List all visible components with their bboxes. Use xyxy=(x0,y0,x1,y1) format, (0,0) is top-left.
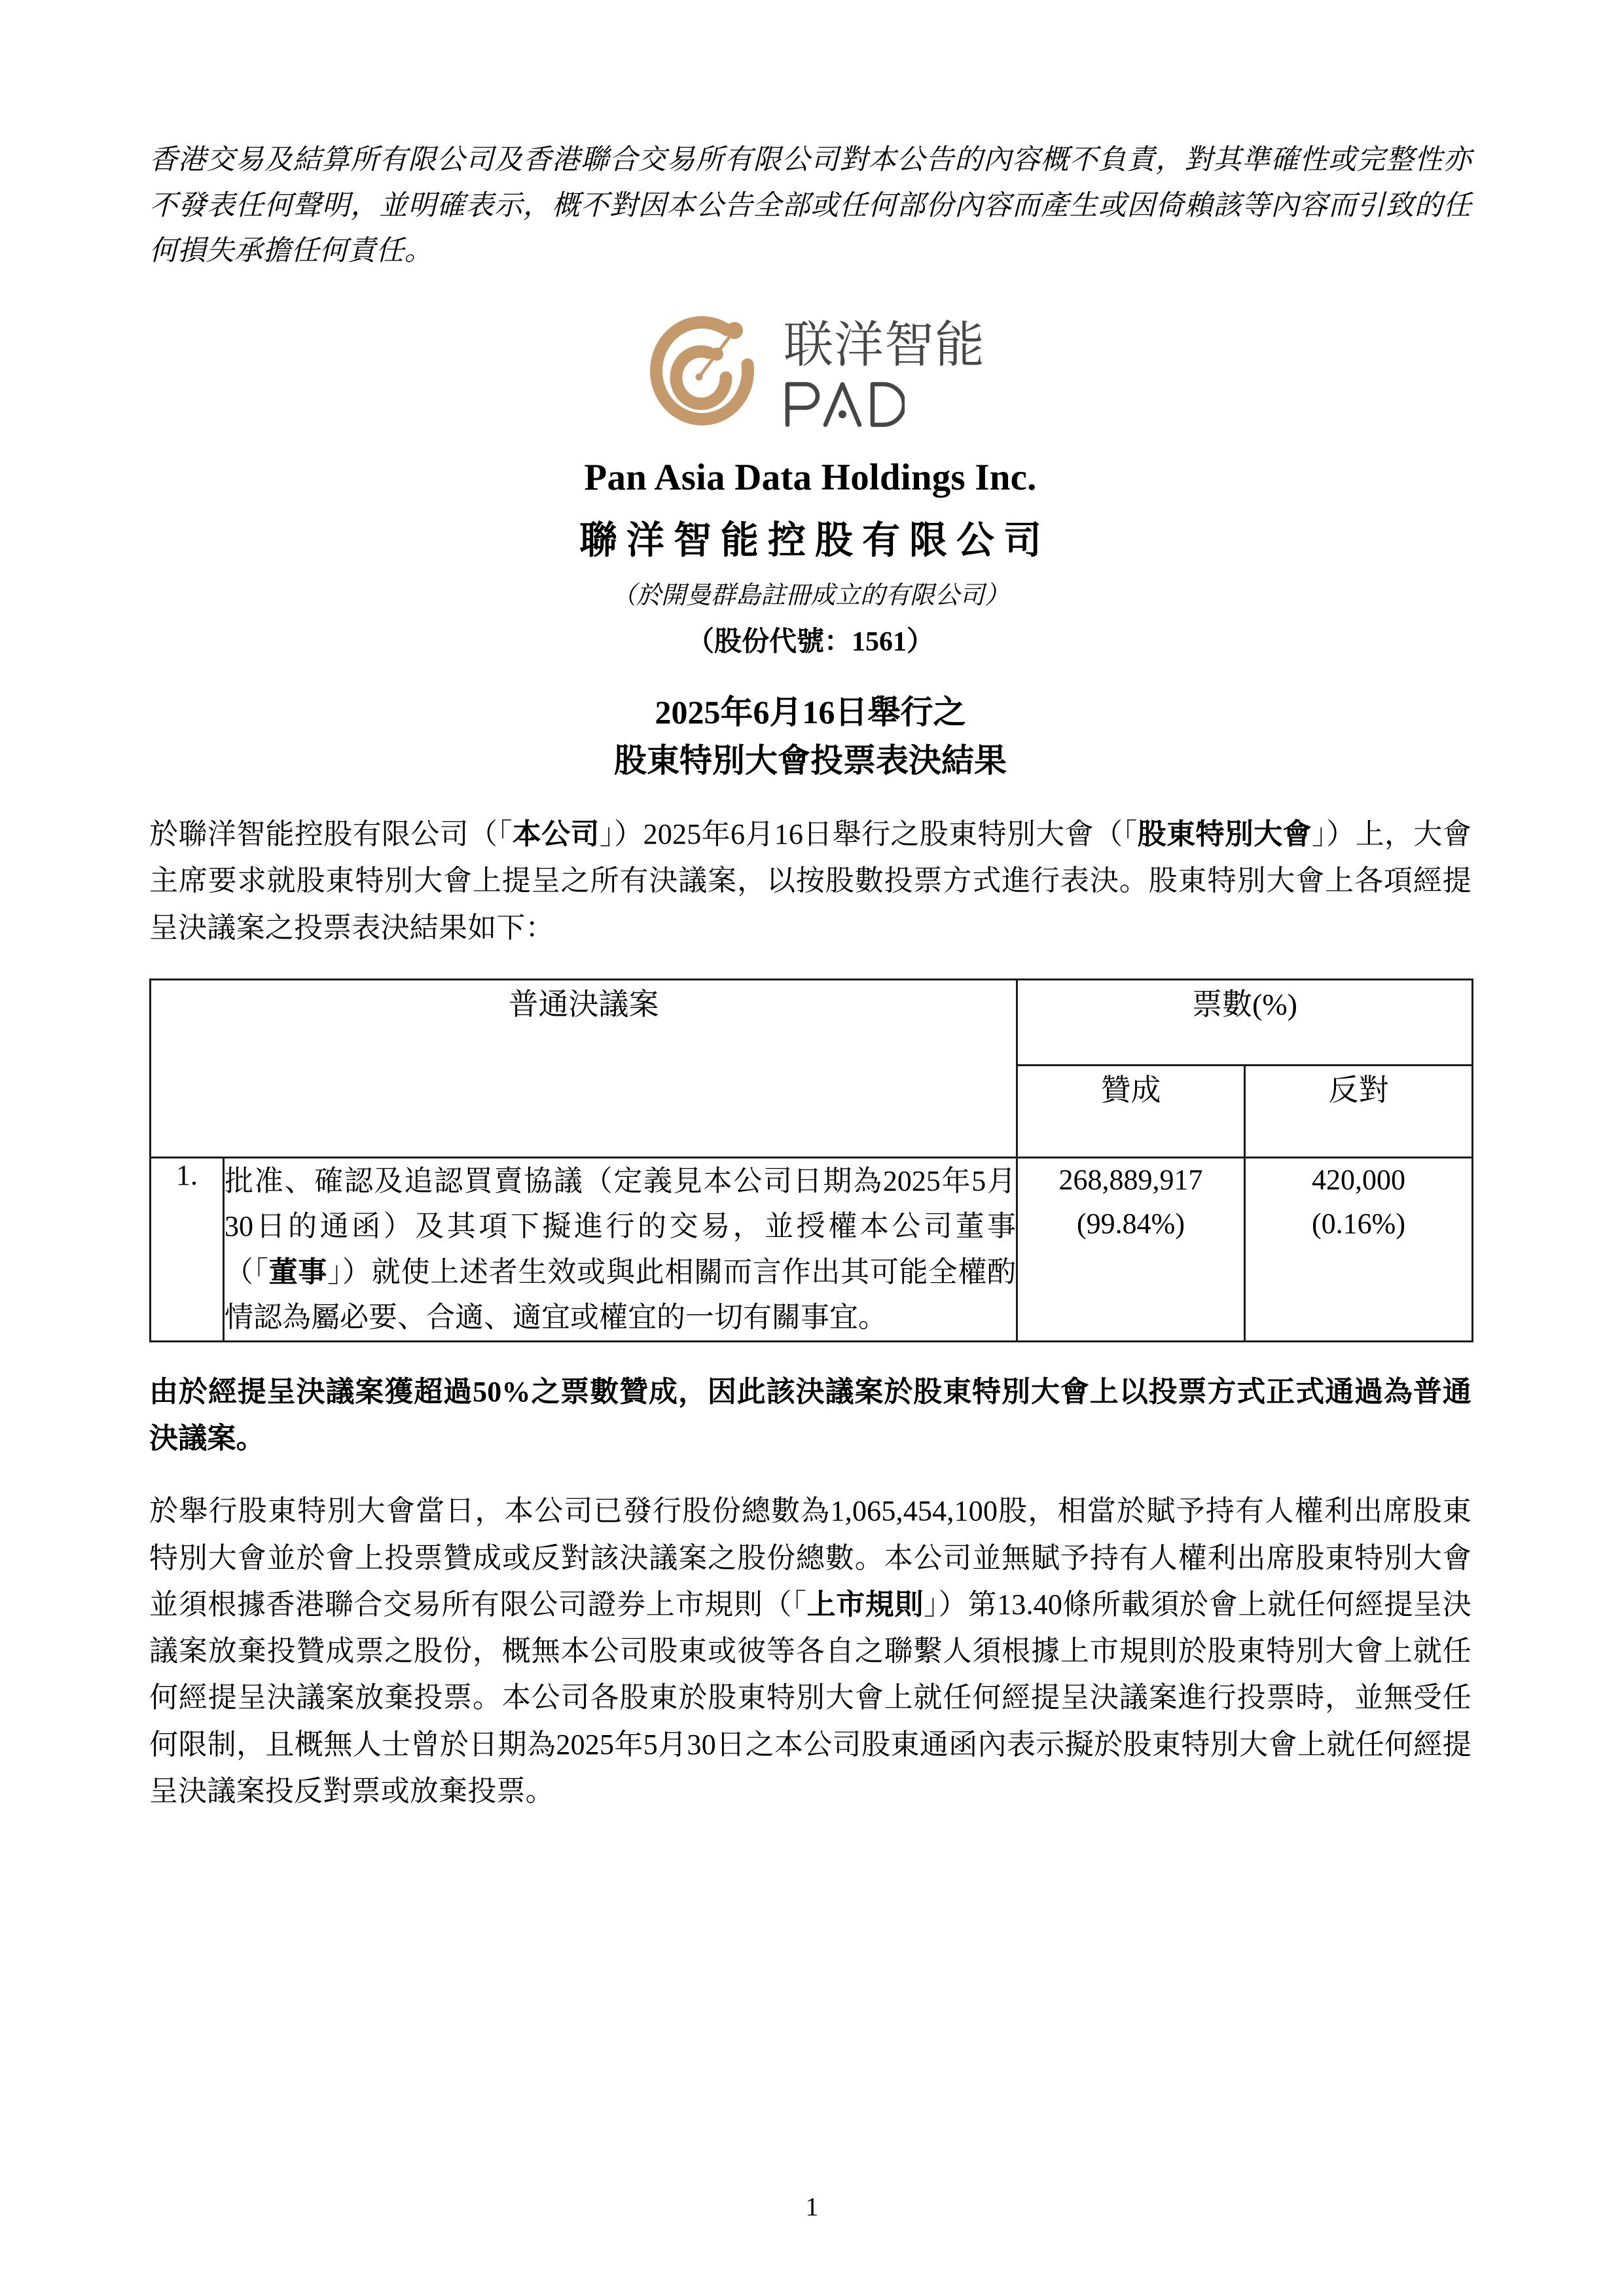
page-content xyxy=(149,137,1471,1814)
logo-english-text xyxy=(784,380,985,427)
votes-for-percent: (99.84%) xyxy=(1077,1207,1185,1240)
resolution-number: 1. xyxy=(151,1157,224,1341)
header-votes-for: 贊成 xyxy=(1017,1065,1245,1157)
hkex-disclaimer: 香港交易及結算所有限公司及香港聯合交易所有限公司對本公告的內容概不負責，對其準確性或完整性亦不發表任何聲明，並明確表示，概不對因本公告全部或任何部份內容而產生或因倚賴該等內容而引致的任何損失承擔任何責任。 xyxy=(149,145,1471,267)
closing-text-2: 」）第13.40條所載須於會上就任何經提呈決議案放棄投贊成票之股份，概無本公司股東或彼等各自之聯繫人須根據上市規則於股東特別大會上就任何經提呈決議案放棄投票。本公司各股東於股東特別大會上就任何經提呈決議案進行投票時，並無受任何限制，且概無人士曾於日期為2025年5月30日之本公司股東通函內表示擬於股東特別大會上就任何經提呈決議案投反對票或放棄投票。 xyxy=(149,1588,1471,1807)
page-title xyxy=(149,688,1471,785)
votes-against-percent: (0.16%) xyxy=(1312,1207,1405,1240)
company-name-english: Pan Asia Data Holdings Inc. xyxy=(584,456,1037,498)
intro-paragraph xyxy=(149,811,1471,951)
stock-code xyxy=(149,620,1471,659)
logo-wordmark xyxy=(784,319,985,427)
intro-text-2: 」）2025年6月16日舉行之股東特別大會（「 xyxy=(599,817,1138,850)
logo-chinese-text: 联洋智能 xyxy=(784,317,985,374)
pad-wordmark-icon xyxy=(784,380,905,427)
closing-term-listing-rules: 上市規則 xyxy=(806,1588,924,1621)
votes-for-count: 268,889,917 xyxy=(1058,1163,1203,1196)
votes-against-count: 420,000 xyxy=(1312,1163,1405,1196)
voting-results-table xyxy=(149,978,1473,1342)
spiral-target-logo-icon xyxy=(636,308,767,439)
header-votes-against: 反對 xyxy=(1245,1065,1473,1157)
closing-text-1: 於舉行股東特別大會當日，本公司已發行股份總數為1,065,454,100股，相當於賦予持有人權利出席股東特別大會並於會上投票贊成或反對該決議案之股份總數。本公司並無賦予持有人權利出席股東特別大會並須根據香港聯合交易所有限公司證券上市規則（「 xyxy=(149,1495,1471,1621)
header-votes: 票數(%) xyxy=(1017,979,1473,1065)
intro-term-egm: 股東特別大會 xyxy=(1137,817,1312,850)
resolution-text xyxy=(224,1157,1017,1341)
resolution-term-director: 董事 xyxy=(268,1255,328,1288)
votes-against-cell xyxy=(1245,1157,1473,1341)
stock-code-close: ） xyxy=(907,626,935,657)
title-line-1: 2025年6月16日舉行之 xyxy=(655,693,966,730)
stock-code-value: 1561 xyxy=(852,626,907,657)
intro-text-3: 」）上，大會主席要求就股東特別大會上提呈之所有決議案，以按股數投票方式進行表決。股東特別大會上各項經提呈決議案之投票表決結果如下： xyxy=(149,817,1471,944)
title-line-2: 股東特別大會投票表決結果 xyxy=(614,742,1007,779)
table-header-row-1 xyxy=(151,979,1473,1065)
resolution-text-2: 」）就使上述者生效或與此相關而言作出其可能全權酌情認為屬必要、合適、適宜或權宜的一切有關事宜。 xyxy=(225,1255,1017,1334)
table-row xyxy=(151,1157,1473,1341)
page-number: 1 xyxy=(805,2192,819,2221)
company-name-chinese: 聯洋智能控股有限公司 xyxy=(579,518,1051,562)
closing-paragraph xyxy=(149,1488,1471,1814)
intro-text-1: 於聯洋智能控股有限公司（「 xyxy=(149,817,513,850)
intro-term-company: 本公司 xyxy=(512,817,600,850)
resolution-text-1: 批准、確認及追認買賣協議（定義見本公司日期為2025年5月30日的通函）及其項下擬進行的交易，並授權本公司董事（「 xyxy=(225,1164,1016,1288)
stock-code-label: （股份代號： xyxy=(686,626,852,657)
header-resolution: 普通決議案 xyxy=(151,979,1017,1157)
votes-for-cell xyxy=(1017,1157,1245,1341)
conclusion-paragraph: 由於經提呈決議案獲超過50%之票數贊成，因此該決議案於股東特別大會上以投票方式正式通過為普通決議案。 xyxy=(149,1375,1471,1455)
incorporation-note: （於開曼群島註冊成立的有限公司） xyxy=(611,581,1009,609)
company-logo xyxy=(149,308,1471,439)
